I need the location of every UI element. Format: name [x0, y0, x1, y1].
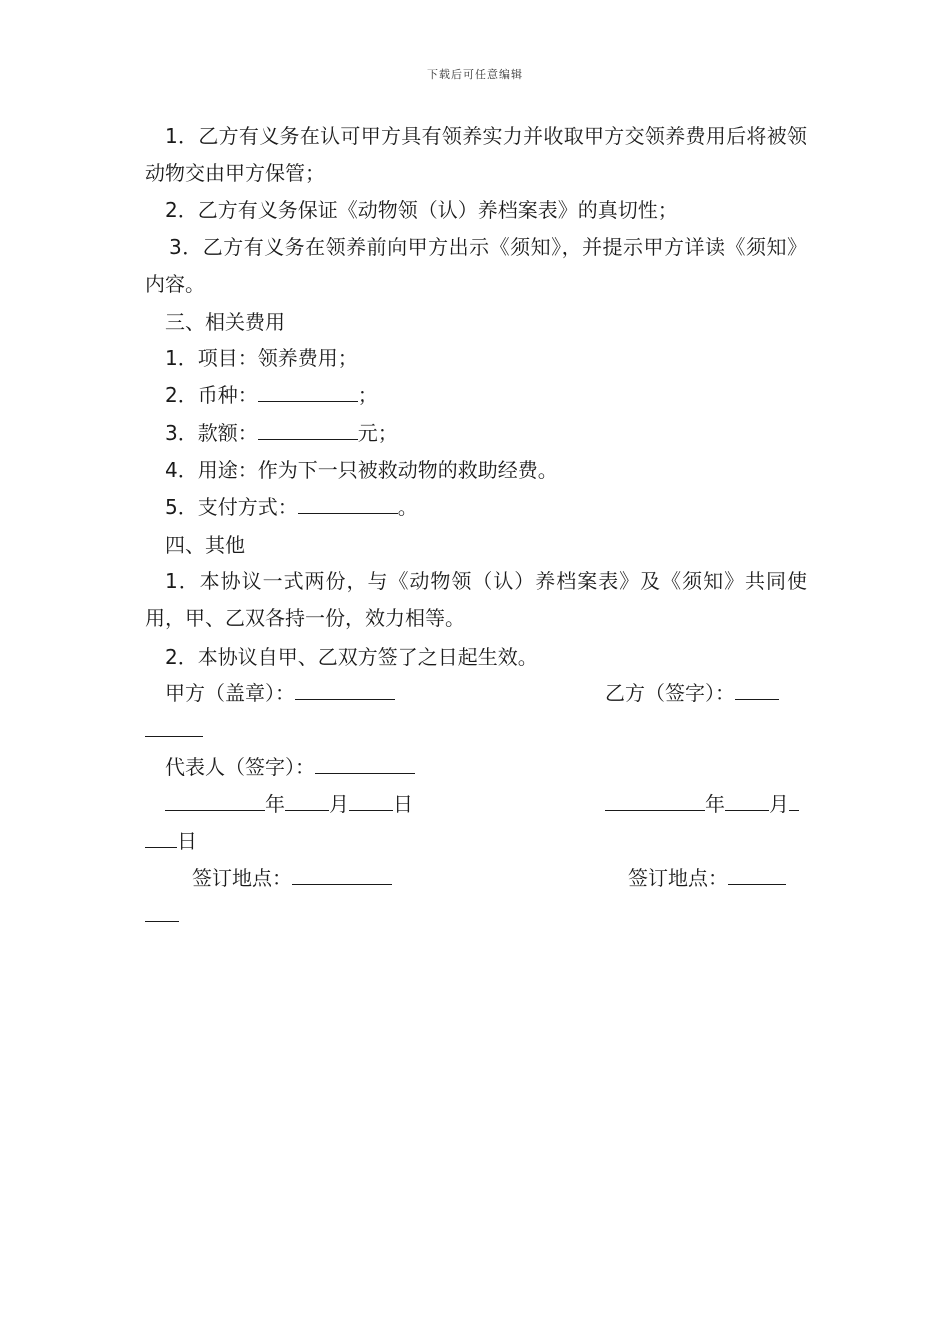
other-item-2: 2．本协议自甲、乙双方签了之日起生效。: [165, 645, 538, 669]
party-a-day-blank[interactable]: [349, 790, 393, 811]
party-b-blank-continued[interactable]: [145, 716, 203, 737]
fee-currency-blank[interactable]: [258, 381, 358, 402]
party-b-day-label: 日: [177, 829, 197, 853]
party-b-place: [628, 864, 786, 892]
party-b-place-label: 签订地点：: [628, 866, 728, 890]
party-b-place-blank[interactable]: [728, 864, 786, 885]
party-b-date: [605, 790, 799, 818]
party-b-label: 乙方（签字）：: [605, 681, 735, 705]
party-b-month-blank[interactable]: [725, 790, 769, 811]
party-b-year-blank[interactable]: [605, 790, 705, 811]
party-b-date-wrap: [145, 827, 197, 855]
party-b-month-label: 月: [769, 792, 789, 816]
fee-currency-label: 2．币种：: [165, 383, 258, 407]
party-a-year-label: 年: [265, 792, 285, 816]
representative-sign: [165, 753, 415, 781]
fee-payment-suffix: 。: [397, 495, 418, 519]
party-b-place-blank-continued[interactable]: [145, 901, 179, 922]
fee-item-project: 1．项目：领养费用；: [165, 346, 358, 370]
party-b-day-blank-continued[interactable]: [145, 827, 177, 848]
party-a-year-blank[interactable]: [165, 790, 265, 811]
fee-amount-label: 3．款额：: [165, 421, 258, 445]
clause-b-3: 3．乙方有义务在领养前向甲方出示《须知》，并提示甲方详读《须知》内容。: [145, 235, 807, 296]
representative-blank[interactable]: [315, 753, 415, 774]
party-b-sign: [605, 679, 779, 707]
fee-amount-suffix: 元；: [357, 421, 398, 445]
fee-item-payment: [165, 493, 418, 521]
fee-item-purpose: 4．用途：作为下一只被救动物的救助经费。: [165, 458, 558, 482]
party-a-label: 甲方（盖章）：: [165, 681, 295, 705]
party-b-blank-wrap: [145, 716, 203, 744]
party-a-date: [165, 790, 413, 818]
party-a-place-label: 签订地点：: [192, 866, 292, 890]
other-item-1: 1．本协议一式两份，与《动物领（认）养档案表》及《须知》共同使用，甲、乙双各持一份，效力相等。: [145, 569, 807, 630]
fee-item-amount: [165, 419, 398, 447]
representative-label: 代表人（签字）：: [165, 755, 315, 779]
party-a-blank[interactable]: [295, 679, 395, 700]
party-a-month-label: 月: [329, 792, 349, 816]
party-a-seal: [165, 679, 395, 707]
party-a-place-blank[interactable]: [292, 864, 392, 885]
fee-payment-blank[interactable]: [298, 493, 398, 514]
party-b-year-label: 年: [705, 792, 725, 816]
party-a-day-label: 日: [393, 792, 413, 816]
fee-currency-suffix: ；: [357, 383, 378, 407]
party-a-month-blank[interactable]: [285, 790, 329, 811]
fee-item-currency: [165, 381, 378, 409]
section-other-heading: 四、其他: [165, 533, 245, 557]
clause-b-2: 2．乙方有义务保证《动物领（认）养档案表》的真切性；: [165, 198, 678, 222]
clause-b-1: 1．乙方有义务在认可甲方具有领养实力并收取甲方交领养费用后将被领动物交由甲方保管；: [145, 124, 807, 185]
party-a-place: [192, 864, 392, 892]
fee-payment-label: 5．支付方式：: [165, 495, 298, 519]
party-b-day-blank[interactable]: [789, 790, 799, 811]
section-fees-heading: 三、相关费用: [165, 310, 285, 334]
party-b-blank[interactable]: [735, 679, 779, 700]
party-b-place-wrap: [145, 901, 179, 929]
page-header: 下载后可任意编辑: [427, 68, 523, 81]
fee-amount-blank[interactable]: [258, 419, 358, 440]
